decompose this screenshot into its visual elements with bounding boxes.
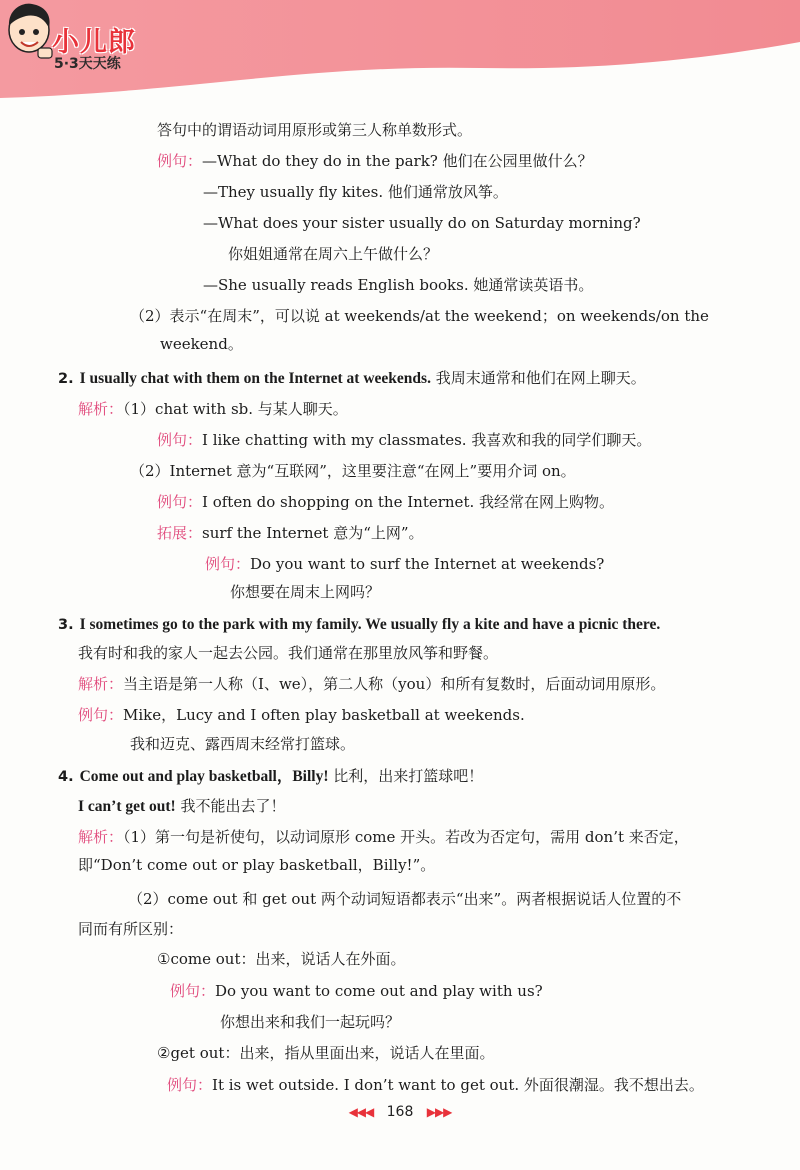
text-line <box>58 766 483 787</box>
line-text: 我有时和我的家人一起去公园。我们通常在那里放风筝和野餐。 <box>78 644 499 662</box>
line-text: 我周末通常和他们在网上聊天。 <box>430 369 646 387</box>
text-line <box>78 399 348 420</box>
line-text: （2）come out 和 get out 两个动词短语都表示“出来”。两者根据说话人位置的不 <box>128 890 682 908</box>
line-text: Mike，Lucy and I often play basketball at weekends. <box>123 706 525 724</box>
text-line <box>130 734 355 755</box>
line-text: （2）Internet 意为“互联网”，这里要注意“在网上”要用介词 on。 <box>130 462 576 480</box>
label-tag: 例句： <box>157 431 203 449</box>
label-tag: 解析： <box>78 828 124 846</box>
line-text: 比利，出来打篮球吧！ <box>328 767 484 785</box>
text-line <box>167 1075 704 1096</box>
line-text: 你想出来和我们一起玩吗？ <box>220 1013 401 1031</box>
item-number: 4. <box>58 769 74 785</box>
label-tag: 例句： <box>157 152 203 170</box>
text-line <box>157 492 614 513</box>
text-line <box>78 705 525 726</box>
text-line <box>157 120 472 141</box>
line-text: Do you want to surf the Internet at weekends? <box>250 555 605 573</box>
text-line <box>78 674 665 695</box>
text-line <box>203 213 641 234</box>
line-text: （1）chat with sb. 与某人聊天。 <box>123 400 348 418</box>
text-line <box>157 151 593 172</box>
label-tag: 解析： <box>78 675 124 693</box>
line-text: 你想要在周末上网吗？ <box>230 583 381 601</box>
text-line <box>205 554 604 575</box>
line-text: 我和迈克、露西周末经常打篮球。 <box>130 735 356 753</box>
line-text: —What do they do in the park? 他们在公园里做什么？ <box>202 152 593 170</box>
line-text: I often do shopping on the Internet. 我经常在网上购物。 <box>202 493 615 511</box>
text-line <box>160 334 243 355</box>
line-text: ①come out：出来，说话人在外面。 <box>157 950 406 968</box>
text-line <box>58 614 660 635</box>
text-line <box>78 919 183 940</box>
item-number: 3. <box>58 617 74 633</box>
bold-sentence: I can’t get out! <box>78 798 176 815</box>
label-tag: 例句： <box>170 982 216 1000</box>
next-arrows-icon: ▶▶▶ <box>426 1105 452 1119</box>
text-line <box>78 855 435 876</box>
text-line <box>78 796 286 817</box>
label-tag: 例句： <box>167 1076 213 1094</box>
text-line <box>203 275 593 296</box>
text-line <box>157 523 424 544</box>
text-line <box>78 827 689 848</box>
bold-sentence: I usually chat with them on the Internet at weekends. <box>79 370 431 387</box>
line-text: —What does your sister usually do on Saturday morning? <box>203 214 641 232</box>
line-text: （1）第一句是祈使句，以动词原形 come 开头。若改为否定句，需用 don’t 来否定， <box>123 828 689 846</box>
line-text: 同而有所区别： <box>78 920 184 938</box>
label-tag: 解析： <box>78 400 124 418</box>
text-line <box>230 582 380 603</box>
text-line <box>170 981 543 1002</box>
line-text: It is wet outside. I don’t want to get out. 外面很潮湿。我不想出去。 <box>212 1076 704 1094</box>
line-text: —They usually fly kites. 他们通常放风筝。 <box>203 183 508 201</box>
line-text: （2）表示“在周末”，可以说 at weekends/at the weekend；on weekends/on the <box>130 307 709 325</box>
text-line <box>220 1012 400 1033</box>
logo-title: 小儿郎 <box>52 27 136 58</box>
text-line <box>157 949 405 970</box>
line-text: —She usually reads English books. 她通常读英语书。 <box>203 276 594 294</box>
label-tag: 例句： <box>157 493 203 511</box>
bold-sentence: I sometimes go to the park with my family. We usually fly a kite and have a picnic there. <box>79 616 661 633</box>
label-tag: 例句： <box>78 706 124 724</box>
line-text: I like chatting with my classmates. 我喜欢和我的同学们聊天。 <box>202 431 652 449</box>
logo-subtitle: 5·3天天练 <box>54 56 121 72</box>
text-line <box>157 1043 494 1064</box>
line-text: 当主语是第一人称（I、we），第二人称（you）和所有复数时，后面动词用原形。 <box>123 675 666 693</box>
line-text: Do you want to come out and play with us? <box>215 982 543 1000</box>
page-footer <box>0 1104 800 1120</box>
text-line <box>157 430 651 451</box>
text-line <box>228 244 438 265</box>
text-line <box>58 368 646 389</box>
text-line <box>130 461 576 482</box>
line-text: weekend。 <box>160 335 243 353</box>
line-text: surf the Internet 意为“上网”。 <box>202 524 424 542</box>
line-text: 即“Don’t come out or play basketball，Billy!”。 <box>78 856 436 874</box>
text-line <box>130 306 709 327</box>
text-line <box>203 182 508 203</box>
label-tag: 例句： <box>205 555 251 573</box>
line-text: 你姐姐通常在周六上午做什么？ <box>228 245 439 263</box>
line-text: 我不能出去了！ <box>175 797 286 815</box>
prev-arrows-icon: ◀◀◀ <box>348 1105 374 1119</box>
line-text: ②get out：出来，指从里面出来，说话人在里面。 <box>157 1044 495 1062</box>
text-line <box>128 889 681 910</box>
mascot-boy-icon <box>0 0 58 64</box>
bold-sentence: Come out and play basketball，Billy! <box>79 768 329 785</box>
page-number: 168 <box>386 1104 414 1120</box>
text-line <box>78 643 498 664</box>
item-number: 2. <box>58 371 74 387</box>
label-tag: 拓展： <box>157 524 203 542</box>
page-header <box>0 0 800 100</box>
line-text: 答句中的谓语动词用原形或第三人称单数形式。 <box>157 121 473 139</box>
